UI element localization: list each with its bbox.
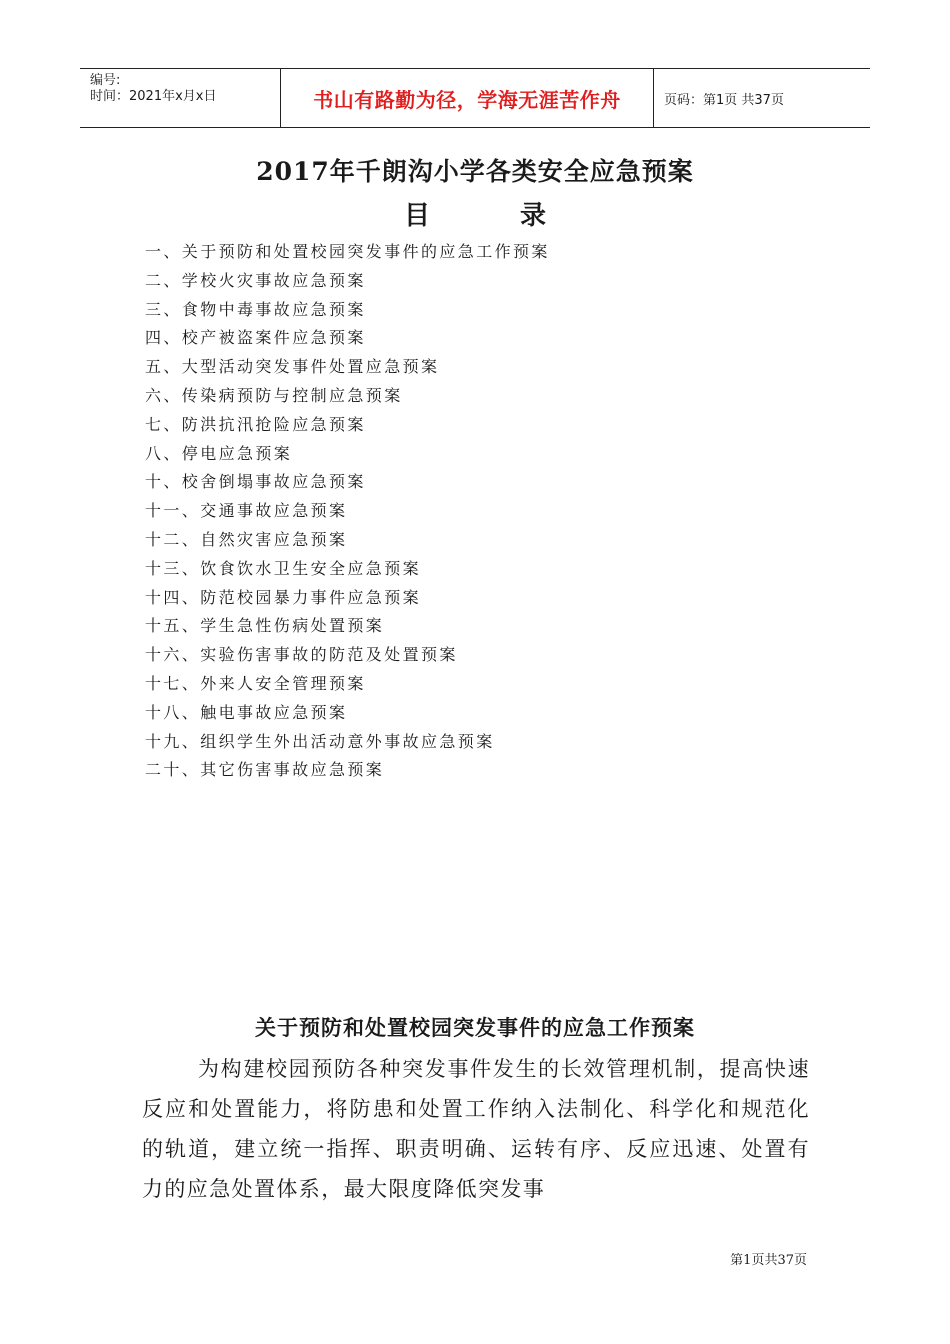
document-title: 2017年千朗沟小学各类安全应急预案: [256, 157, 694, 186]
toc-item: 八、停电应急预案: [145, 443, 293, 463]
header-meta: [80, 69, 281, 127]
toc-heading-char-2: 录: [520, 201, 547, 231]
toc-item: 二十、其它伤害事故应急预案: [145, 760, 385, 780]
body-paragraph: 为构建校园预防各种突发事件发生的长效管理机制，提高快速反应和处置能力，将防患和处置工作纳入法制化、科学化和规范化的轨道，建立统一指挥、职责明确、运转有序、反应迅速、处置有力的应急处置体系，最大限度降低突发事: [142, 1057, 810, 1201]
toc-item: 十三、饮食饮水卫生安全应急预案: [145, 558, 422, 578]
header-number-label: 编号:: [90, 73, 121, 88]
toc-item: 五、大型活动突发事件处置应急预案: [145, 357, 440, 377]
toc-item: 六、传染病预防与控制应急预案: [145, 385, 403, 405]
toc-item: 一、关于预防和处置校园突发事件的应急工作预案: [145, 242, 550, 261]
toc-item: 四、校产被盗案件应急预案: [145, 328, 366, 348]
toc-item: 十四、防范校园暴力事件应急预案: [145, 587, 422, 607]
toc-heading: [0, 195, 950, 232]
toc-item: 十九、组织学生外出活动意外事故应急预案: [145, 731, 495, 751]
toc-item: 十二、自然灾害应急预案: [145, 529, 348, 549]
toc-item: 十七、外来人安全管理预案: [145, 673, 366, 693]
header-time-label: 时间：2021年x月x日: [90, 89, 217, 104]
header-motto: 书山有路勤为径，学海无涯苦作舟: [281, 69, 654, 127]
table-of-contents: [145, 238, 550, 785]
page-header: [80, 68, 870, 128]
toc-item: 十、校舍倒塌事故应急预案: [145, 472, 366, 492]
page-footer: 第1页共37页: [730, 1253, 807, 1268]
toc-item: 二、学校火灾事故应急预案: [145, 270, 366, 290]
section-title: 关于预防和处置校园突发事件的应急工作预案: [255, 1015, 695, 1040]
toc-item: 七、防洪抗汛抢险应急预案: [145, 414, 366, 434]
toc-item: 十六、实验伤害事故的防范及处置预案: [145, 645, 458, 665]
toc-item: 十五、学生急性伤病处置预案: [145, 616, 385, 636]
toc-item: 十八、触电事故应急预案: [145, 702, 348, 722]
header-page-info: 页码：第1页 共37页: [664, 92, 784, 108]
toc-item: 十一、交通事故应急预案: [145, 501, 348, 521]
toc-item: 三、食物中毒事故应急预案: [145, 299, 366, 319]
toc-heading-char-1: 目: [403, 201, 430, 231]
